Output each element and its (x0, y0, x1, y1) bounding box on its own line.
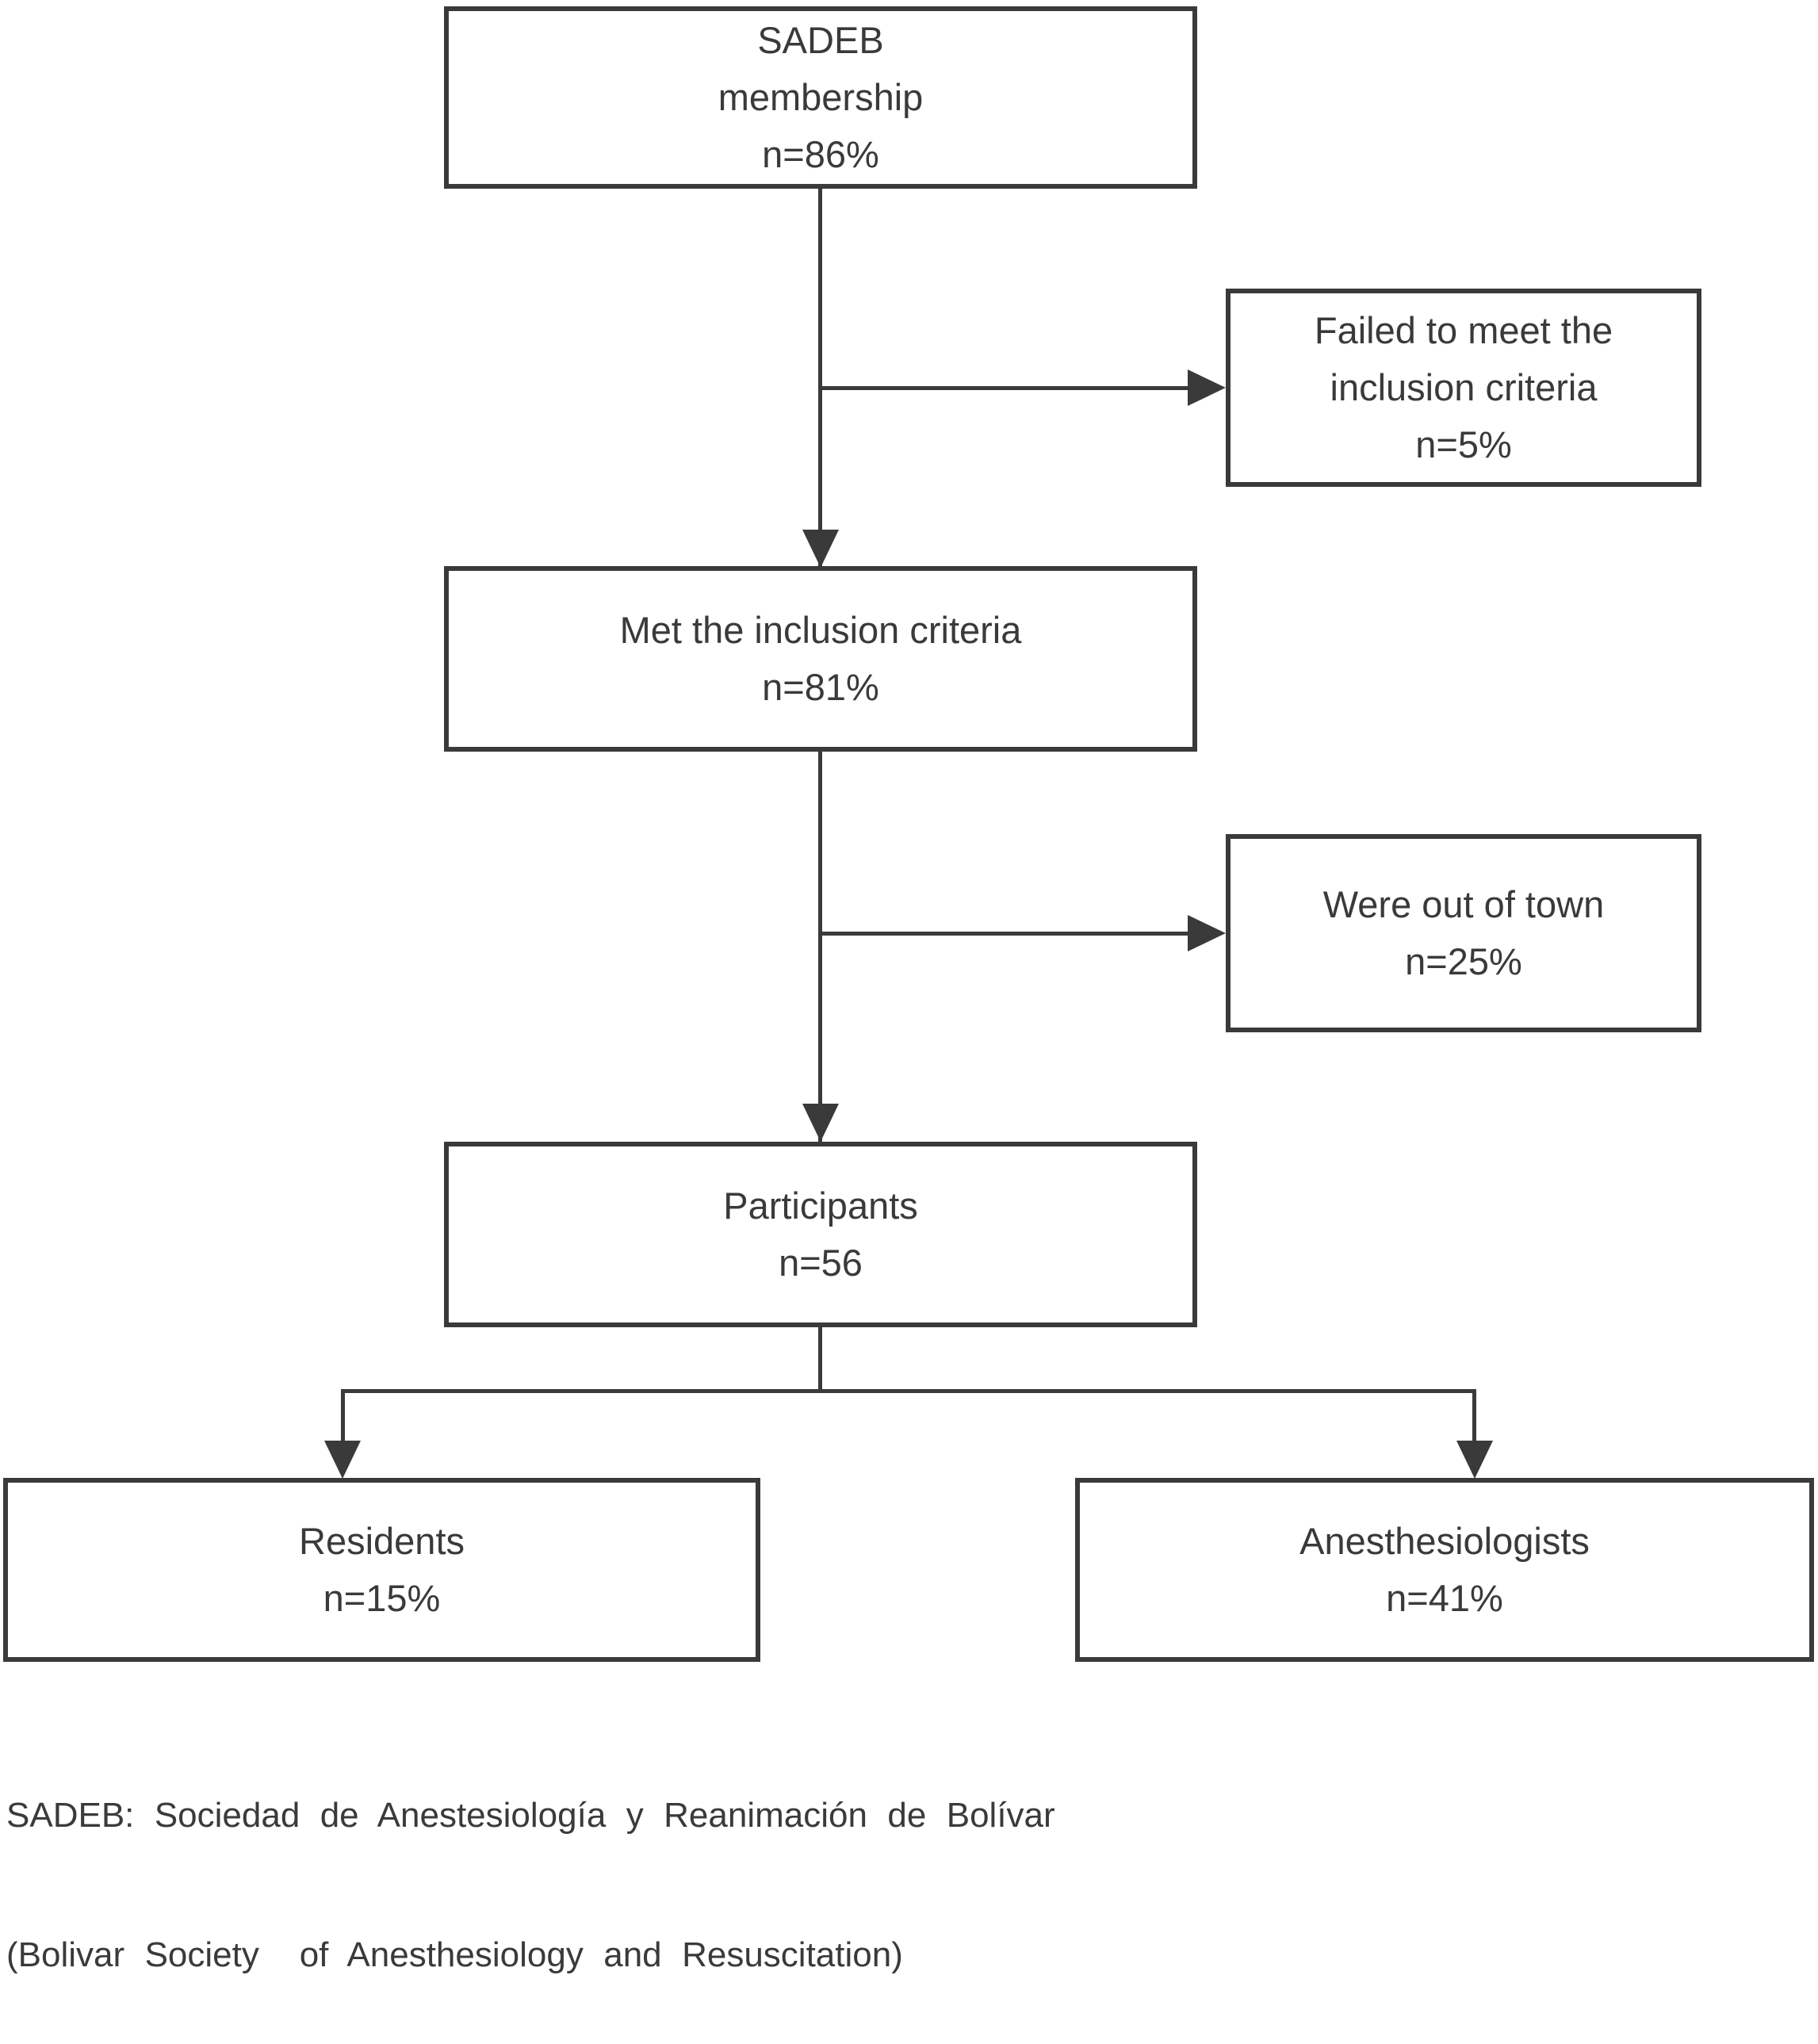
node-met-inclusion (444, 566, 1197, 752)
node-residents (3, 1478, 760, 1662)
node-failed-inclusion-line1: Failed to meet the (1314, 309, 1613, 351)
node-sadeb-membership-line1: SADEB (757, 19, 884, 61)
arrowhead-into-anesthesiologists (1456, 1441, 1493, 1479)
node-sadeb-membership-line2: membership (718, 76, 924, 118)
arrowhead-into-met (802, 530, 839, 568)
node-failed-inclusion-line2: inclusion criteria (1330, 366, 1598, 408)
node-residents-line1: Residents (299, 1520, 465, 1562)
node-out-of-town-line1: Were out of town (1322, 883, 1605, 925)
node-participants (444, 1142, 1197, 1327)
node-anesthesiologists-line1: Anesthesiologists (1299, 1520, 1590, 1562)
connector-split-bar (341, 1389, 1476, 1393)
connector-branch-failed (821, 386, 1193, 390)
arrowhead-into-participants (802, 1104, 839, 1142)
connector-sadeb-to-met (818, 187, 822, 566)
connector-participants-stem (818, 1325, 822, 1393)
node-participants-count: n=56 (779, 1242, 863, 1284)
footnote-english-translation: (Bolivar Society of Anesthesiology and Resuscitation) (6, 1935, 903, 1974)
arrowhead-into-residents (324, 1441, 361, 1479)
arrowhead-into-failed (1188, 369, 1226, 406)
footnote (6, 1728, 1055, 2042)
node-participants-line1: Participants (723, 1185, 918, 1227)
node-out-of-town (1226, 834, 1701, 1032)
footnote-abbreviation-expansion: SADEB: Sociedad de Anestesiología y Reanimación de Bolívar (6, 1796, 1055, 1835)
node-met-inclusion-count: n=81% (762, 666, 879, 708)
arrowhead-into-out-of-town (1188, 915, 1226, 951)
node-sadeb-membership (444, 6, 1197, 189)
node-residents-count: n=15% (323, 1577, 441, 1619)
node-out-of-town-count: n=25% (1405, 940, 1522, 982)
node-met-inclusion-line1: Met the inclusion criteria (619, 609, 1022, 651)
connector-met-to-participants (818, 750, 822, 1142)
node-anesthesiologists-count: n=41% (1386, 1577, 1503, 1619)
node-sadeb-membership-count: n=86% (762, 133, 879, 175)
node-failed-inclusion (1226, 289, 1701, 487)
node-anesthesiologists (1075, 1478, 1814, 1662)
node-failed-inclusion-count: n=5% (1415, 423, 1512, 465)
connector-branch-out-of-town (821, 932, 1193, 936)
